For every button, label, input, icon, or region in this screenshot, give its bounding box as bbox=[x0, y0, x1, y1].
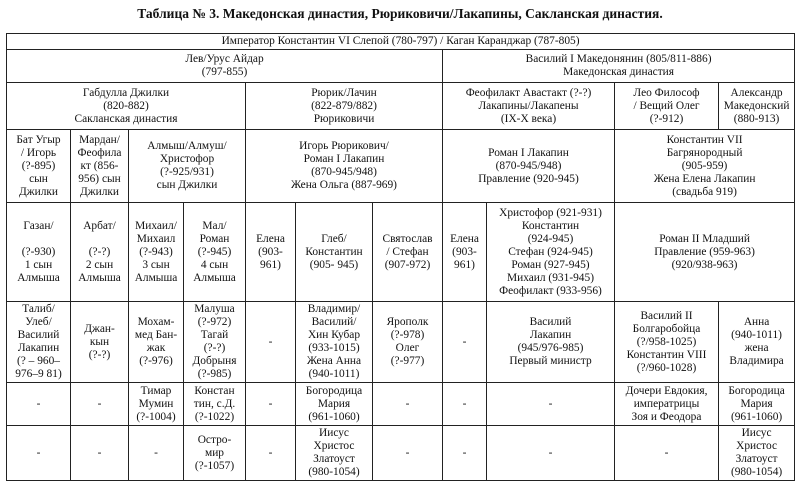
table-cell: - bbox=[7, 426, 71, 481]
table-cell: Елена (903- 961) bbox=[246, 203, 296, 302]
table-cell: Феофилакт Авастакт (?-?) Лакапины/Лакапены (IX-X века) bbox=[443, 83, 615, 130]
table-cell: Глеб/ Константин (905- 945) bbox=[296, 203, 373, 302]
table-row bbox=[7, 383, 795, 426]
table-cell: Газан/ (?-930) 1 сын Алмыша bbox=[7, 203, 71, 302]
table-cell: Император Константин VI Слепой (780-797) / Каган Каранджар (787-805) bbox=[7, 34, 795, 50]
table-cell: - bbox=[487, 383, 615, 426]
table-cell: - bbox=[246, 383, 296, 426]
table-cell: - bbox=[373, 426, 443, 481]
table-cell: Талиб/ Улеб/ Василий Лакапин (? – 960– 976–9 81) bbox=[7, 302, 71, 383]
table-cell: Анна (940-1011) жена Владимира bbox=[719, 302, 795, 383]
table-cell: Джан- кын (?-?) bbox=[71, 302, 129, 383]
table-cell: Михаил/ Михаил (?-943) 3 сын Алмыша bbox=[129, 203, 184, 302]
table-cell: Габдулла Джилки (820-882) Сакланская династия bbox=[7, 83, 246, 130]
table-cell: Остро- мир (?-1057) bbox=[184, 426, 246, 481]
table-cell: - bbox=[487, 426, 615, 481]
table-cell: Роман II Младший Правление (959-963) (920/938-963) bbox=[615, 203, 795, 302]
table-cell: Владимир/ Василий/ Хин Кубар (933-1015) Жена Анна (940-1011) bbox=[296, 302, 373, 383]
page-title: Таблица № 3. Македонская династия, Рюриковичи/Лакапины, Сакланская династия. bbox=[137, 6, 663, 21]
table-row bbox=[7, 34, 795, 50]
table-cell: - bbox=[246, 302, 296, 383]
table-cell: - bbox=[129, 426, 184, 481]
table-cell: - bbox=[443, 383, 487, 426]
table-cell: Алмыш/Алмуш/ Христофор (?-925/931) сын Джилки bbox=[129, 130, 246, 203]
dynasty-table bbox=[6, 33, 795, 481]
table-cell: Александр Македонский (880-913) bbox=[719, 83, 795, 130]
table-cell: Василий II Болгаробойца (?/958-1025) Константин VIII (?/960-1028) bbox=[615, 302, 719, 383]
table-cell: - bbox=[71, 426, 129, 481]
table-cell: - bbox=[71, 383, 129, 426]
table-row bbox=[7, 426, 795, 481]
table-cell: - bbox=[443, 302, 487, 383]
table-cell: Роман I Лакапин (870-945/948) Правление (920-945) bbox=[443, 130, 615, 203]
table-cell: Иисус Христос Златоуст (980-1054) bbox=[296, 426, 373, 481]
table-cell: Дочери Евдокия, императрицы Зоя и Феодора bbox=[615, 383, 719, 426]
table-cell: Василий I Македонянин (805/811-886) Македонская династия bbox=[443, 50, 795, 83]
table-cell: Константин VII Багрянородный (905-959) Жена Елена Лакапин (свадьба 919) bbox=[615, 130, 795, 203]
table-row bbox=[7, 50, 795, 83]
table-row bbox=[7, 203, 795, 302]
table-cell: - bbox=[443, 426, 487, 481]
table-cell: Богородица Мария (961-1060) bbox=[719, 383, 795, 426]
table-cell: Мал/ Роман (?-945) 4 сын Алмыша bbox=[184, 203, 246, 302]
table-row bbox=[7, 130, 795, 203]
table-cell: Святослав / Стефан (907-972) bbox=[373, 203, 443, 302]
table-cell: Игорь Рюрикович/ Роман I Лакапин (870-945/948) Жена Ольга (887-969) bbox=[246, 130, 443, 203]
table-cell: Тимар Мумин (?-1004) bbox=[129, 383, 184, 426]
table-cell: - bbox=[246, 426, 296, 481]
table-cell: - bbox=[7, 383, 71, 426]
table-cell: Малуша (?-972) Тагай (?-?) Добрыня (?-985) bbox=[184, 302, 246, 383]
table-cell: - bbox=[373, 383, 443, 426]
table-cell: Бат Угыр / Игорь (?-895) сын Джилки bbox=[7, 130, 71, 203]
table-cell: Богородица Мария (961-1060) bbox=[296, 383, 373, 426]
table-cell: Мардан/ Феофила кт (856- 956) сын Джилки bbox=[71, 130, 129, 203]
table-cell: Арбат/ (?-?) 2 сын Алмыша bbox=[71, 203, 129, 302]
table-cell: Елена (903- 961) bbox=[443, 203, 487, 302]
table-cell: Василий Лакапин (945/976-985) Первый министр bbox=[487, 302, 615, 383]
table-cell: Лев/Урус Айдар (797-855) bbox=[7, 50, 443, 83]
table-cell: - bbox=[615, 426, 719, 481]
table-row bbox=[7, 83, 795, 130]
table-cell: Христофор (921-931) Константин (924-945) Стефан (924-945) Роман (927-945) Михаил (931-945) Феофилакт (933-956) bbox=[487, 203, 615, 302]
table-cell: Иисус Христос Златоуст (980-1054) bbox=[719, 426, 795, 481]
table-cell: Мохам- мед Бан- жак (?-976) bbox=[129, 302, 184, 383]
table-row bbox=[7, 302, 795, 383]
table-cell: Ярополк (?-978) Олег (?-977) bbox=[373, 302, 443, 383]
table-cell: Лео Философ / Вещий Олег (?-912) bbox=[615, 83, 719, 130]
table-cell: Рюрик/Лачин (822-879/882) Рюриковичи bbox=[246, 83, 443, 130]
table-cell: Констан тин, с.Д. (?-1022) bbox=[184, 383, 246, 426]
